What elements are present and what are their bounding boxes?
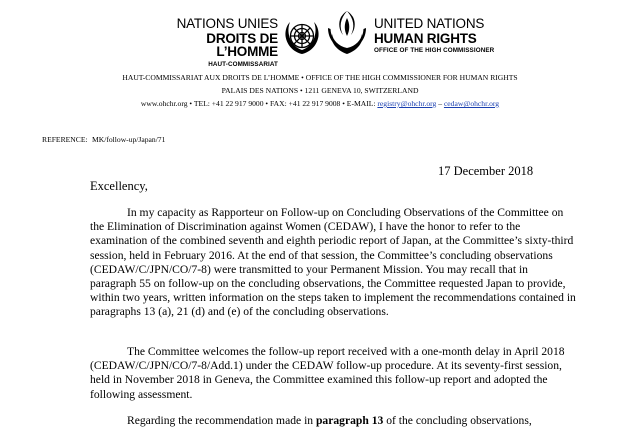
email-separator: – <box>436 99 444 108</box>
address-line-2: PALAIS DES NATIONS • 1211 GENEVA 10, SWITZERLAND <box>221 86 419 95</box>
registry-email-link[interactable]: registry@ohchr.org <box>377 99 437 108</box>
paragraph-3-text-start: Regarding the recommendation made in <box>127 414 316 427</box>
letterhead-en-line3: OFFICE OF THE HIGH COMMISSIONER <box>374 47 495 54</box>
body-paragraph-2 <box>90 345 576 402</box>
contact-details: www.ohchr.org • TEL: +41 22 917 9000 • FAX: +41 22 917 9008 • E-MAIL: <box>140 99 378 108</box>
paragraph-1-text: In my capacity as Rapporteur on Follow-up on Concluding Observations of the Committee on the Elimination of Discrimination against Women (CEDAW), I have the honor to refer to the examination of the combined seventh and eighth periodic report of Japan, at the Committee’s sixty-third session, held in February 2016. At the end of that session, the Committee’s concluding observations (CEDAW/C/JPN/CO/7-8) were transmitted to your Permanent Mission. You may recall that in paragraph 55 on follow-up on the concluding observations, the Committee requested Japan to provide, within two years, written information on the steps taken to implement the recommendations contained in paragraphs 13 (a), 21 (d) and (e) of the concluding observations. <box>90 206 576 319</box>
letterhead-en-line2: HUMAN RIGHTS <box>374 30 477 46</box>
paragraph-2-text: The Committee welcomes the follow-up report received with a one-month delay in April 2018 (CEDAW/C/JPN/CO/7-8/Add.1) under the CEDAW follow-up procedure. At its seventy-first session, held in November 2018 in Geneva, the Committee examined this follow-up report and adopted the following assessment. <box>90 345 565 401</box>
address-line-1: HAUT-COMMISSARIAT AUX DROITS DE L’HOMME • OFFICE OF THE HIGH COMMISSIONER FOR HUMAN RIGHTS <box>122 73 518 82</box>
paragraph-3-text-end: of the concluding observations, <box>383 414 532 427</box>
human-rights-emblem-icon <box>326 8 368 56</box>
reference-label: REFERENCE: <box>42 135 88 144</box>
letter-date: 17 December 2018 <box>438 164 534 178</box>
cedaw-email-link[interactable]: cedaw@ohchr.org <box>443 99 500 108</box>
salutation: Excellency, <box>90 179 148 193</box>
letterhead-fr-line2: DROITS DE L’HOMME <box>206 30 278 59</box>
letterhead-english <box>374 17 514 54</box>
contact-line <box>0 100 640 108</box>
letterhead-fr-line1: NATIONS UNIES <box>176 16 278 31</box>
paragraph-3-bold-reference: paragraph 13 <box>315 414 384 427</box>
letterhead-french <box>150 17 278 68</box>
reference-value: MK/follow-up/Japan/71 <box>92 135 166 144</box>
reference-line <box>42 136 165 144</box>
body-paragraph-3 <box>90 414 576 428</box>
letterhead-fr-line3: HAUT-COMMISSARIAT <box>208 60 278 68</box>
body-paragraph-1 <box>90 206 576 320</box>
letterhead-en-line1: UNITED NATIONS <box>374 16 485 31</box>
un-emblem-icon <box>282 16 322 56</box>
